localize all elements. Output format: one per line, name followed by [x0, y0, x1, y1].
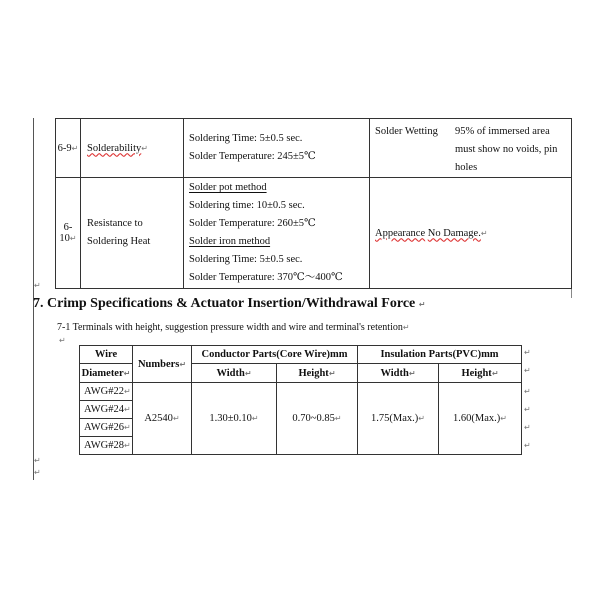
- number-value: A2540: [144, 413, 173, 424]
- test-item-line: Resistance to: [87, 218, 143, 229]
- condition-line: Solder pot method: [189, 182, 267, 193]
- test-no-cell: [56, 119, 81, 178]
- paragraph-mark: ↵: [418, 300, 426, 309]
- test-conditions-cell: [184, 178, 370, 289]
- ins-height-cell: [439, 383, 522, 455]
- cond-width-header: [192, 364, 277, 383]
- awg-value: AWG#26: [84, 422, 124, 433]
- paragraph-mark: ↵: [251, 414, 259, 423]
- paragraph-mark: ↵: [141, 143, 148, 153]
- header-conductor: Conductor Parts(Core Wire)mm: [201, 349, 348, 360]
- test-conditions-cell: [184, 119, 370, 178]
- table-row: [56, 119, 572, 178]
- row-end-mark: ↵: [524, 366, 531, 375]
- row-end-mark: ↵: [524, 405, 531, 414]
- test-item: Solderability: [87, 142, 142, 154]
- test-item-line: Soldering Heat: [87, 236, 151, 247]
- test-no: 6-10: [59, 222, 73, 244]
- number-cell: [133, 383, 192, 455]
- test-no: 6-9: [57, 142, 72, 154]
- paragraph-mark: ↵: [71, 143, 79, 153]
- table-row: [80, 346, 522, 364]
- section-subtitle-text: 7-1 Terminals with height, suggestion pressure width and wire and terminal's retention: [57, 322, 403, 333]
- header-height: Height: [298, 367, 329, 379]
- numbers-header: [133, 346, 192, 383]
- paragraph-mark: ↵: [244, 368, 252, 378]
- crimp-table: [79, 345, 522, 455]
- paragraph-mark: ↵: [124, 423, 131, 432]
- requirement-label: Solder Wetting: [375, 126, 438, 137]
- header-diameter: Diameter: [81, 367, 124, 379]
- paragraph-mark: ↵: [418, 414, 425, 423]
- paragraph-mark: ↵: [328, 368, 336, 378]
- cond-height-value: 0.70~0.85: [292, 413, 335, 424]
- awg-cell: [80, 419, 133, 437]
- requirement-line: holes: [455, 162, 478, 173]
- row-end-mark: ↵: [524, 423, 531, 432]
- paragraph-mark: ↵: [123, 368, 131, 378]
- awg-cell: [80, 401, 133, 419]
- paragraph-mark: ↵: [124, 441, 131, 450]
- conductor-header: [192, 346, 358, 364]
- row-end-mark: ↵: [524, 387, 531, 396]
- header-width: Width: [380, 367, 409, 379]
- requirement-line: must show no voids, pin: [455, 144, 558, 155]
- header-height: Height: [461, 367, 492, 379]
- paragraph-mark: ↵: [480, 228, 488, 238]
- section-subtitle: [57, 322, 410, 333]
- paragraph-mark: ↵: [500, 414, 507, 423]
- condition-line: Soldering Time: 5±0.5 sec.: [189, 254, 303, 265]
- paragraph-mark: ↵: [34, 468, 41, 477]
- cond-height-cell: [277, 383, 358, 455]
- awg-value: AWG#22: [84, 386, 124, 397]
- section-title-text: 7. Crimp Specifications & Actuator Insertion/Withdrawal Force: [33, 296, 416, 311]
- table-row: [56, 178, 572, 289]
- test-table: [55, 118, 572, 289]
- paragraph-mark: ↵: [34, 281, 41, 290]
- cond-width-cell: [192, 383, 277, 455]
- ins-height-header: [439, 364, 522, 383]
- awg-cell: [80, 383, 133, 401]
- paragraph-mark: ↵: [69, 234, 77, 243]
- requirement-line: 95% of immersed area: [455, 126, 550, 137]
- cond-width-value: 1.30±0.10: [209, 413, 252, 424]
- test-requirement-cell: [370, 178, 572, 289]
- row-end-mark: ↵: [524, 441, 531, 450]
- section-title: [33, 296, 425, 312]
- test-item-cell: [81, 178, 184, 289]
- paragraph-mark: ↵: [408, 368, 416, 378]
- condition-line: Solder Temperature: 370℃～400℃: [189, 272, 343, 283]
- ins-width-header: [358, 364, 439, 383]
- table-row: [80, 383, 522, 401]
- paragraph-mark: ↵: [59, 336, 66, 345]
- requirement-label: Appearance: [375, 227, 426, 239]
- header-insulation: Insulation Parts(PVC)mm: [380, 349, 499, 360]
- paragraph-mark: ↵: [402, 323, 410, 332]
- condition-line: Solder Temperature: 245±5℃: [189, 151, 316, 162]
- ins-width-value: 1.75(Max.): [371, 413, 419, 424]
- awg-value: AWG#24: [84, 404, 124, 415]
- paragraph-mark: ↵: [34, 456, 41, 465]
- test-item-cell: [81, 119, 184, 178]
- paragraph-mark: ↵: [124, 387, 131, 396]
- wire-diameter-header: [80, 346, 133, 364]
- requirement-value: No Damage.: [427, 227, 481, 239]
- ins-height-value: 1.60(Max.): [453, 413, 501, 424]
- condition-line: Soldering Time: 5±0.5 sec.: [189, 133, 303, 144]
- condition-line: Solder Temperature: 260±5℃: [189, 218, 316, 229]
- header-wire: Wire: [94, 349, 118, 360]
- header-numbers: Numbers: [137, 358, 180, 370]
- condition-line: Soldering time: 10±0.5 sec.: [189, 200, 305, 211]
- paragraph-mark: ↵: [124, 405, 131, 414]
- paragraph-mark: ↵: [334, 414, 342, 423]
- insulation-header: [358, 346, 522, 364]
- header-width: Width: [216, 367, 245, 379]
- awg-value: AWG#28: [84, 440, 124, 451]
- paragraph-mark: ↵: [179, 359, 187, 369]
- wire-diameter-header-2: [80, 364, 133, 383]
- condition-line: Solder iron method: [189, 236, 271, 247]
- awg-cell: [80, 437, 133, 455]
- test-requirement-cell: [370, 119, 572, 178]
- ins-width-cell: [358, 383, 439, 455]
- paragraph-mark: ↵: [172, 414, 180, 423]
- test-no-cell: [56, 178, 81, 289]
- row-end-mark: ↵: [524, 348, 531, 357]
- cond-height-header: [277, 364, 358, 383]
- paragraph-mark: ↵: [491, 368, 499, 378]
